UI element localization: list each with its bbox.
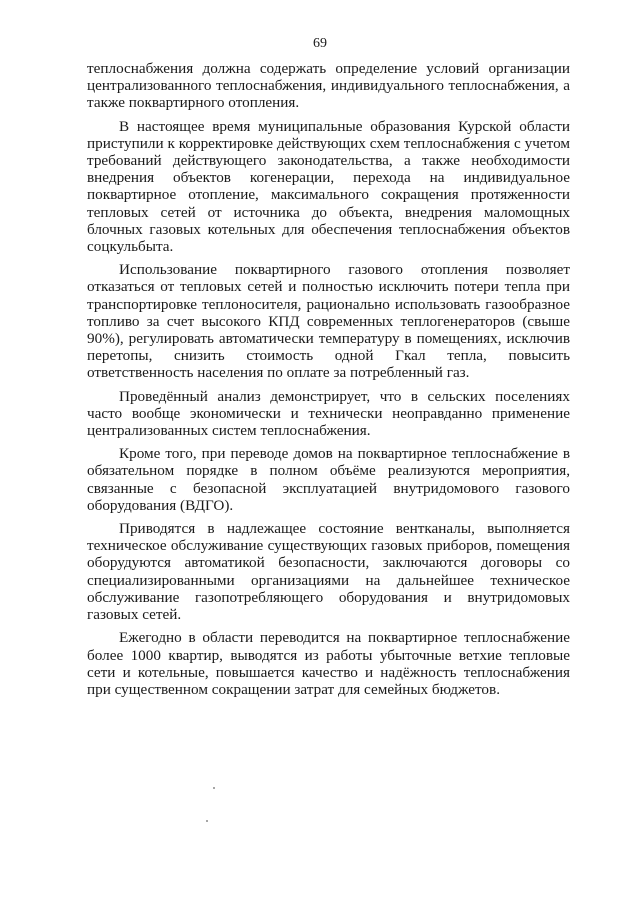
page-number: 69 bbox=[313, 36, 327, 51]
paragraph-6: Приводятся в надлежащее состояние вентканалы, выполняется техническое обслуживание существующих газовых приборов, помещения оборудуются автоматикой безопасности, заключаются договоры со специализированными организациями на дальнейшее техническое обслуживание газопотребляющего оборудования и внутридомовых газовых сетей. bbox=[87, 520, 570, 624]
paragraph-7: Ежегодно в области переводится на поквартирное теплоснабжение более 1000 квартир, выводятся из работы убыточные ветхие тепловые сети и котельные, повышается качество и надёжность теплоснабжения при существенном сокращении затрат для семейных бюджетов. bbox=[87, 629, 570, 698]
scan-speck bbox=[206, 820, 208, 822]
paragraph-4: Проведённый анализ демонстрирует, что в сельских поселениях часто вообще экономически и технически неоправданно применение централизованных систем теплоснабжения. bbox=[87, 387, 570, 440]
paragraph-5: Кроме того, при переводе домов на поквартирное теплоснабжение в обязательном порядке в полном объёме реализуются мероприятия, связанные с безопасной эксплуатацией внутридомового газового оборудования (ВДГО). bbox=[87, 445, 570, 514]
paragraph-2: В настоящее время муниципальные образования Курской области приступили к корректировке действующих схем теплоснабжения с учетом требований действующего законодательства, а также необходимости внедрения объектов когенерации, перехода на индивидуальное поквартирное отопление, максимального сокращения протяженности тепловых сетей от источника до объекта, внедрения маломощных блочных газовых котельных для обеспечения теплоснабжения объектов соцкульбыта. bbox=[87, 117, 570, 256]
paragraph-1: теплоснабжения должна содержать определение условий организации централизованного теплоснабжения, индивидуального теплоснабжения, а также поквартирного отопления. bbox=[87, 60, 570, 112]
body-text bbox=[87, 60, 570, 704]
scan-speck bbox=[213, 787, 215, 789]
paragraph-3: Использование поквартирного газового отопления позволяет отказаться от тепловых сетей и полностью исключить потери тепла при транспортировке теплоносителя, рационально использовать газообразное топливо за счет высокого КПД современных теплогенераторов (свыше 90%), регулировать автоматически температуру в помещениях, исключив перетопы, снизить стоимость одной Гкал тепла, повысить ответственность населения по оплате за потребленный газ. bbox=[87, 261, 570, 382]
